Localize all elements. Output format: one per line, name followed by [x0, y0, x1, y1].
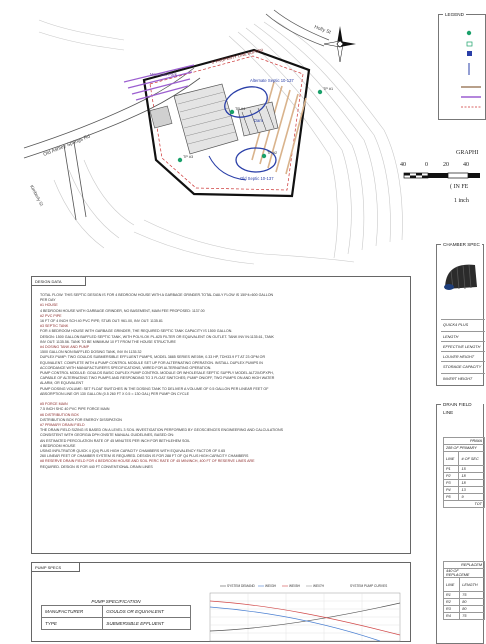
design-data-notes — [40, 293, 404, 470]
pump-curve-chart — [200, 581, 405, 641]
line-length: 75 — [460, 613, 485, 620]
design-note-line: ACCORDANCE WITH MANUFACTURER'S SPECIFICATIONS, WIRED FOR ALTERNATING OPERATION. — [40, 365, 212, 370]
line-id: P5 — [444, 494, 459, 501]
line-id: P2 — [444, 473, 459, 480]
scale-tick-2: 20 — [443, 162, 449, 168]
line-sections: 18 — [459, 473, 485, 480]
label-tp1: TP #1 — [323, 87, 334, 91]
legend-symbols — [439, 15, 481, 121]
pump-specs-title: PUMP SPECS — [32, 563, 80, 572]
line-sections: 9 — [459, 494, 485, 501]
col-line: LINE — [444, 452, 459, 466]
design-note-line: THE DRAIN FIELD SIZING IS BASED ON A LEVEL 3 SOIL INVESTIGATION PERFORMED BY GEOSCIENCES ENGINEERING AND CALCULATIONS — [40, 428, 283, 433]
legend-we03h: WE03H — [265, 584, 276, 589]
design-note-line: ABSORPTION LINE OR 130 GALLON (0.5 260 FT X 0.5 = 130 GAL) PER PUMP ON CYCLE — [40, 391, 189, 396]
table-row — [444, 613, 485, 620]
graphic-scale — [398, 150, 480, 210]
tank-icon — [467, 51, 472, 56]
design-note-line: 260 LINEAR FEET OF CHAMBER SYSTEM IS REQUIRED. DESIGN IS FOR 288 FT OF Q4 PLUS HIGH CAPACITY CHAMBERS — [40, 454, 249, 459]
road-left2-label: Kimberly St — [29, 184, 45, 207]
drain-field-box — [436, 404, 484, 644]
design-note-line: INV OUT: 1135.56. TANK TO BE MINIMUM 10 FT FROM THE HOUSE STRUCTURE — [40, 339, 176, 344]
line-id: P3 — [444, 480, 459, 487]
primary-lines-table — [443, 437, 485, 508]
pump-specs-panel — [31, 562, 411, 642]
buffer-label: 5' PROPERTY LINE BUFFER — [211, 47, 264, 65]
design-note-line: TOTAL FLOW: THIS SEPTIC DESIGN IS FOR 4 BEDROOM HOUSE WITH A GARBAGE GRINDER.TOTAL DAILY FLOW IS 150*4=600 GALLON — [40, 293, 274, 297]
table-row — [444, 473, 485, 480]
site-plan-drawing — [24, 10, 414, 268]
spec-key: MANUFACTURER — [42, 606, 103, 618]
road-old-ashley — [24, 68, 200, 220]
line-length: 80 — [460, 606, 485, 613]
reserve-head: REPLACEM — [444, 562, 485, 569]
primary-sub: 288 OF PRIMARY — [444, 445, 485, 452]
design-note-line: FOR 4 BEDROOM HOUSE WITH GARBAGE GRINDER, THE REQUIRED SEPTIC TANK CAPACITY IS 1500 GALLON. — [40, 329, 233, 334]
label-tp4: TP #4 — [235, 107, 246, 111]
table-row — [42, 606, 191, 618]
line-sections: 15 — [459, 466, 485, 473]
label-tp2: TP #2 — [267, 151, 278, 155]
line-id: R2 — [444, 599, 460, 606]
label-dam: Dam — [254, 118, 263, 123]
table-row — [42, 618, 191, 630]
label-mountain-park: Mountain Park — [150, 72, 177, 77]
design-note-line: ALARM, OR EQUIVALENT — [40, 381, 84, 386]
test-pit-icon — [467, 31, 471, 35]
col-length: LENGTH — [460, 578, 485, 592]
design-data-title: DESIGN DATA — [32, 277, 86, 286]
legend-box — [438, 14, 486, 120]
chamber-row: EFFECTIVE LENGTH — [441, 341, 485, 352]
scale-tick-0: 40 — [400, 162, 406, 168]
design-note-line: DISTRIBUTION BOX FOR ENERGY DISSIPATION — [40, 417, 122, 422]
scale-bar — [404, 172, 480, 180]
design-note-line: 4 BEDROOM HOUSE WITH GARBAGE GRINDER, NO BASEMENT, MAIN FEE PROPOSED: 1137.00 — [40, 308, 205, 313]
graphic-scale-title: GRAPHI — [456, 150, 479, 156]
spec-value: SUBMERSIBLE EFFLUENT — [103, 618, 191, 630]
pump-chart-title: SYSTEM PUMP CURVES — [350, 584, 388, 589]
legend-we07h: WE07H — [313, 584, 324, 589]
pump-spec-table — [41, 605, 191, 630]
line-id: R4 — [444, 613, 460, 620]
design-section-heading: #1 HOUSE — [40, 303, 58, 308]
scale-tick-3: 40 — [463, 162, 469, 168]
line-sections: 13 — [459, 487, 485, 494]
label-alt-septic: Alternate Septic 10-137 — [250, 78, 294, 83]
scale-tick-1: 0 — [425, 162, 428, 168]
chamber-spec-box — [436, 244, 484, 386]
chamber-row: STORAGE CAPACITY — [441, 361, 485, 372]
line-length: 75 — [460, 592, 485, 599]
line-id: R3 — [444, 606, 460, 613]
chamber-row: QUICK4 PLUS — [441, 319, 485, 330]
scale-unit: ( IN FE — [450, 184, 469, 190]
pump-spec-caption: PUMP SPECIFICATION — [91, 599, 141, 604]
design-note-line: CONSISTENT WITH GEORGIA DPH ONSITE MANUAL GUIDELINES, BASED ON: — [40, 433, 174, 438]
legend-we05h: WE05H — [289, 584, 300, 589]
label-old-septic: Old Septic 10-137 — [240, 176, 274, 181]
table-row — [444, 480, 485, 487]
design-note-line: 7.5 INCH SHC 40 PVC PIPE FORCE MAIN — [40, 407, 110, 412]
spec-value: GOULDS OR EQUIVALENT — [103, 606, 191, 618]
label-tp3: TP #3 — [183, 155, 194, 159]
spec-key: TYPE — [42, 618, 103, 630]
reserve-sub: 440 OF REPLACEME — [444, 569, 485, 578]
chamber-row: LENGTH — [441, 331, 485, 342]
scale-ratio: 1 inch — [454, 198, 469, 204]
line-id: R1 — [444, 592, 460, 599]
box-icon — [467, 42, 472, 46]
design-section-heading: #5 FORCE MAIN — [40, 402, 68, 407]
design-note-line: PUMP DOSING VOLUME: SET FLOAT SWITCHES IN THE DOSING TANK TO DELIVER A VOLUME OF 0.5 GALLON PER LINEAR FEET OF — [40, 386, 269, 391]
drain-field-title: DRAIN FIELD LINE — [441, 401, 483, 417]
col-sec: # OF SEC — [459, 452, 485, 466]
design-note-line: 4 BEDROOM HOUSE — [40, 443, 76, 448]
design-note-line: CAPABLE OF ALTERNATING TWO PUMPS AND RESPONDING TO 3 FLOAT SWITCHES; PUMP ON/OFF, TWO PUMPS ON AND HIGH WATER — [40, 376, 275, 381]
legend-title: LEGEND — [445, 12, 464, 17]
table-row — [444, 606, 485, 613]
design-note-line: DUPLEX PUMP: TWO GOULDS SUBMERSIBLE EFFLUENT PUMPS, MODEL 3885 SERIES WE05H, 0.33 HP, TDH33.9 FT AT 23 GPM OR — [40, 355, 266, 360]
table-row — [444, 599, 485, 606]
primary-total: TOT — [444, 501, 485, 508]
design-section-heading: #3 SEPTIC TANK — [40, 324, 69, 329]
line-id: P1 — [444, 466, 459, 473]
chamber-image — [441, 261, 481, 293]
design-note-line: PUMP CONTROL MODULE: GOULDS BASIC DUPLEX PUMP CONTROL MODULE OR WHOLESALE SEPTIC SUPPLY MODEL ALT2X/DPXPH, — [40, 371, 274, 376]
table-row — [444, 487, 485, 494]
road-top-label: Holly St — [313, 24, 332, 36]
chamber-spec-title: CHAMBER SPEC — [443, 242, 480, 247]
line-sections: 18 — [459, 480, 485, 487]
legend-system-demand: SYSTEM DEMAND — [227, 584, 255, 589]
primary-head: PRIMA — [444, 438, 485, 445]
design-note-line: USING INFILTRATOR QUICK 4 (Q4) PLUS HIGH CAPACITY CHAMBERS WITH EQUIVALENCY FACTOR OF 0.65 — [40, 449, 226, 454]
design-note-line: 16 FT OF 4 INCH SCH 40 PVC PIPE; STUB OUT: 961.00, INV OUT: 1135.81 — [40, 319, 163, 324]
design-data-panel — [31, 276, 411, 554]
design-section-heading: #6 DISTRIBUTION BOX — [40, 412, 79, 417]
line-id: P4 — [444, 487, 459, 494]
design-section-heading: #2 PVC PIPE — [40, 313, 62, 318]
line-length: 80 — [460, 599, 485, 606]
design-section-heading: #7 PRIMARY DRAIN FIELD — [40, 423, 85, 428]
design-note-line: EQUIVALENT. COMPLETE WITH A PUMP CONTROL MODULE SET UP FOR ALTERNATING OPERATION. INSTALL DUPLEX PUMPS IN — [40, 360, 263, 365]
road-left-label: Old Ashley Springs Rd — [42, 133, 92, 158]
col-line: LINE — [444, 578, 460, 592]
design-note-line: DESIGN: 1500 GALLON BAFFLED SEPTIC TANK, WITH POLYLOK PL-625 FILTER OR EQUIVALENT ON OUTLET. TANK INV IN:1135.61, TANK — [40, 334, 274, 339]
design-section-heading: #8 RESERVE DRAIN FIELD FOR 4 BEDROOM HOUSE AND SOIL PERC RATE OF 45 MIN/INCH, 400 FT OF RESERVE LINES ARE — [40, 459, 255, 464]
design-section-heading: #4 DOSING TANK AND PUMP — [40, 345, 90, 350]
design-note-line: 1500 GALLON NON BAFFLED DOSING TANK, INV IN 1135.32 — [40, 350, 142, 355]
chamber-row: INVERT HEIGHT — [441, 373, 485, 384]
reserve-lines-table — [443, 561, 485, 620]
design-note-line: AN ESTIMATED PERCOLATION RATE OF 45 MINUTES PER INCH FOR BETHLEHEM SOIL — [40, 438, 191, 443]
table-row — [444, 494, 485, 501]
design-note-line: PER DAY — [40, 298, 56, 303]
design-note-line: REQUIRED. DESIGN IS FOR 440 FT CONVENTIONAL DRAIN LINES — [40, 464, 153, 469]
chamber-row: LOUVER HEIGHT — [441, 351, 485, 362]
table-row — [444, 466, 485, 473]
table-row — [444, 592, 485, 599]
